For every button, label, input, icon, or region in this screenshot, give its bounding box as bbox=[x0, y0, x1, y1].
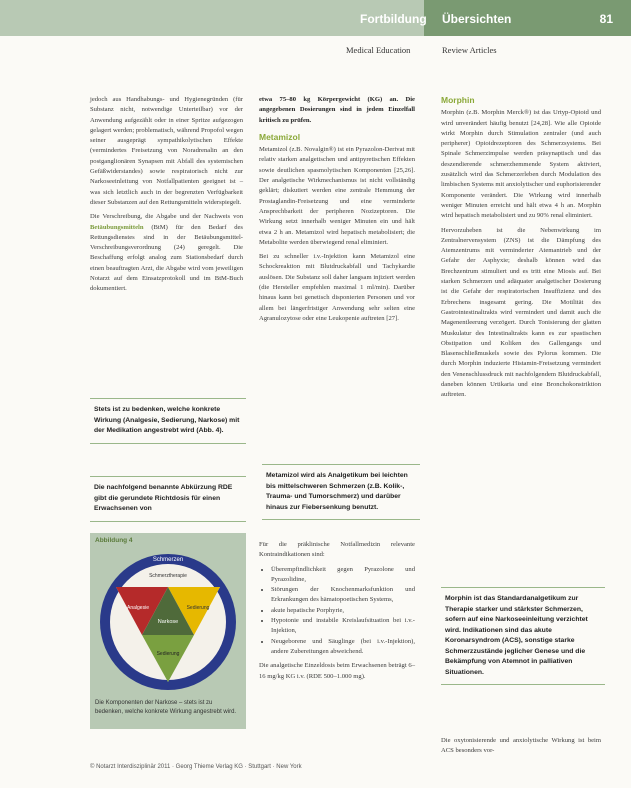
paragraph: Bei zu schneller i.v.-Injektion kann Metamizol eine Schockreaktion mit Blutdruckabfall und Tachykardie auslösen. Die Substanz soll daher langsam injiziert werden (die Hersteller empfehlen maximal 1 ml/min). Darüber hinaus kann bei genetisch disponierten Personen und vor allem bei längerfristiger Anwendung sehr selten eine Agranulozytose oder eine Leukopenie auftreten [27]. bbox=[259, 253, 415, 322]
header-bar bbox=[0, 0, 631, 36]
column-3 bbox=[441, 95, 601, 405]
subheader-right: Review Articles bbox=[442, 45, 497, 55]
list-item: • Überempfindlichkeit gegen Pyrazolone und Pyrazolidine, bbox=[271, 565, 415, 586]
callout-box: Die nachfolgend benannte Abkürzung RDE gibt die gerundete Richtdosis für einen Erwachsenen von bbox=[90, 476, 246, 522]
subheader-left: Medical Education bbox=[346, 45, 411, 55]
ring-label: Schmerzen bbox=[152, 557, 184, 563]
page-number: 81 bbox=[599, 12, 613, 26]
section-subtitle: Übersichten bbox=[442, 12, 512, 26]
paragraph: Die analgetische Einzeldosis beim Erwachsenen beträgt 6–16 mg/kg KG i.v. (RDE 500–1.000 mg). bbox=[259, 662, 415, 680]
callout-box: Stets ist zu bedenken, welche konkrete Wirkung (Analgesie, Sedierung, Narkose) mit der Medikation angestrebt wird (Abb. 4). bbox=[90, 398, 246, 444]
paragraph: Die Verschreibung, die Abgabe und der Nachweis von Betäubungsmitteln (BtM) für den Bedarf des Rettungsdienstes sind in der Betäubungsmittel-Verschreibungsverordnung (24) geregelt. Die Beschaffung erfolgt analog zum Stationsbedarf durch einen beauftragten Arzt, die Abgabe wird vom jeweiligen Notarzt auf dem Einsatzprotokoll und im BtM-Buch dokumentiert. bbox=[90, 213, 243, 293]
paragraph: Hervorzuheben ist die Nebenwirkung im Zentralnervensystem (ZNS) ist die Dämpfung des Atemzentrums mit verminderter Atemantrieb und der Gefahr der Asphyxie; deshalb können wird das Brechzentrum stimuliert und es tritt eine Miosis auf. Bei starken Schmerzen und adäquater analgetischer Dosierung ist die Gefahr der respiratorischen Insuffizienz und des Erbrechens insgesamt gering. Die Motilität des Gastrointestinaltrakts wird vermindert und damit auch die Magenentleerung verzögert. Durch Tonisierung der glatten Muskulatur des Intestinaltrakts kann es zur spastischen Obstipation und Koliken des Gallengangs und Blasenschließmuskels sowie des Pylorus kommen. Die durch Morphin induzierte Histamin-Freisetzung vermindert den Venenschlussdruck mit nachfolgendem Blutdruckabfall, daneben können Urtikaria und eine Bronchokonstriktion auftreten. bbox=[441, 226, 601, 399]
figure-label: Abbildung 4 bbox=[95, 537, 133, 544]
paragraph: jedoch aus Handhabungs- und Hygienegründen (für Substanz nicht, notwendige Unterteilbar) vor der Anwendung aufgezählt oder in einer Spritze aufgezogen gelagert werden; problematisch, während Propofol wegen seiner ausgeprägt sympathikolytischen Effekte (vermindertes Freisetzung von Noradrenalin an den postganglionären Synapsen mit Abfall des systemischen Gefäßwiderstandes) sowie respiratorisch nicht zur Narkoseeinleitung von Notfallpatienten geeignet ist – was sich letztlich auch in der begrenzten Verfügbarkeit dieser Substanzen auf den Rettungsmitteln widerspiegelt. bbox=[90, 96, 243, 206]
contraindication-list bbox=[259, 565, 415, 658]
apex-label: Schmerztherapie bbox=[149, 573, 187, 579]
heading-morphin: Morphin bbox=[441, 95, 475, 105]
heading-metamizol: Metamizol bbox=[259, 131, 301, 142]
sedation-label: Sedierung bbox=[186, 605, 210, 611]
paragraph: Morphin (z.B. Morphin Merck®) ist das Urtyp-Opioid und wird unverändert häufig benutzt [24,28]. Wie alle Opioide wirkt Morphin durch Stimulation zentraler (und auch peripherer) Opioidrezeptoren des Schmerzsystems. Bei Spinale Schmerzimpulse werden präsynaptisch und das deszendierende schmerzhemmende System aktiviert, zusätzlich wird das Schmerzerleben durch Modulation des limbischen Systems mit anxiolytischer und euphorisierender Komponente verändert. Die Wirkung wird innerhalb weniger Minuten erreicht und hält etwa 4 h an. Morphin wird hepatisch metabolisiert und zu 90% renal eliminiert. bbox=[441, 109, 601, 220]
list-item: • Störungen der Knochenmarksfunktion und Erkrankungen des hämatopoetischen Systems, bbox=[271, 585, 415, 606]
paragraph: Die oxytonisierende und anxiolytische Wirkung ist beim ACS besonders vor- bbox=[441, 737, 601, 755]
highlight-term: Betäubungsmitteln bbox=[90, 223, 144, 231]
components-diagram bbox=[98, 547, 238, 697]
paragraph: Metamizol (z.B. Novalgin®) ist ein Pyrazolon-Derivat mit relativ starken analgetischen und antipyretischen Effekten sowie deutlichen spasmolytischen Komponenten [25,26]. Der analgetische Wirkmechanismus ist nicht vollständig geklärt; diskutiert werden eine zentrale Hemmung der Prostaglandin-Freisetzung und eine verminderte Ansprechbarkeit der peripheren Nozizeptoren. Die Wirkung setzt innerhalb weniger Minuten ein und hält etwa 2 h an. Metamizol wird hepatisch metabolisiert; die Metabolite werden überwiegend renal eliminiert. bbox=[259, 146, 415, 246]
footer: © Notarzt Interdisziplinär 2011 · Georg Thieme Verlag KG · Stuttgart · New York bbox=[90, 764, 302, 770]
callout-box: Morphin ist das Standardanalgetikum zur Therapie starker und stärkster Schmerzen, sofern auf eine Narkoseeinleitung verzichtet wird. Indikationen sind das akute Koronarsyndrom (ACS), sonstige starke Schmerzzustände jeglicher Genese und die Bekämpfung von Atemnot in palliativen Situationen. bbox=[441, 587, 605, 685]
list-item: • Hypotonie und instabile Kreislaufsituation bei i.v.-Injektion, bbox=[271, 616, 415, 637]
list-item: • akute hepatische Porphyrie, bbox=[271, 606, 415, 616]
column-2 bbox=[259, 95, 415, 328]
column-3-lower bbox=[441, 736, 601, 761]
intro-bold: etwa 75–80 kg Körpergewicht (KG) an. Die angegebenen Dosierungen sind in jedem Einzelfall kritisch zu prüfen. bbox=[259, 96, 415, 124]
figure-4 bbox=[90, 533, 246, 729]
narcosis-label: Narkose bbox=[157, 619, 179, 625]
bottom-label: Sedierung bbox=[156, 651, 180, 657]
column-1 bbox=[90, 95, 243, 299]
list-item: • Neugeborene und Säuglinge (bei i.v.-Injektion), andere Zubereitungen abweichend. bbox=[271, 637, 415, 658]
figure-caption: Die Komponenten der Narkose – stets ist zu bedenken, welche konkrete Wirkung angestrebt wird. bbox=[95, 700, 237, 715]
paragraph: Für die präklinische Notfallmedizin relevante Kontraindikationen sind: bbox=[259, 541, 415, 559]
section-title: Fortbildung bbox=[360, 12, 427, 26]
analgesia-label: Analgesie bbox=[127, 605, 149, 611]
column-2-lower bbox=[259, 540, 415, 686]
callout-box: Metamizol wird als Analgetikum bei leichten bis mittelschweren Schmerzen (z.B. Kolik-, Trauma- und Tumorschmerz) und darüber hinaus zur Fiebersenkung benutzt. bbox=[262, 464, 420, 520]
